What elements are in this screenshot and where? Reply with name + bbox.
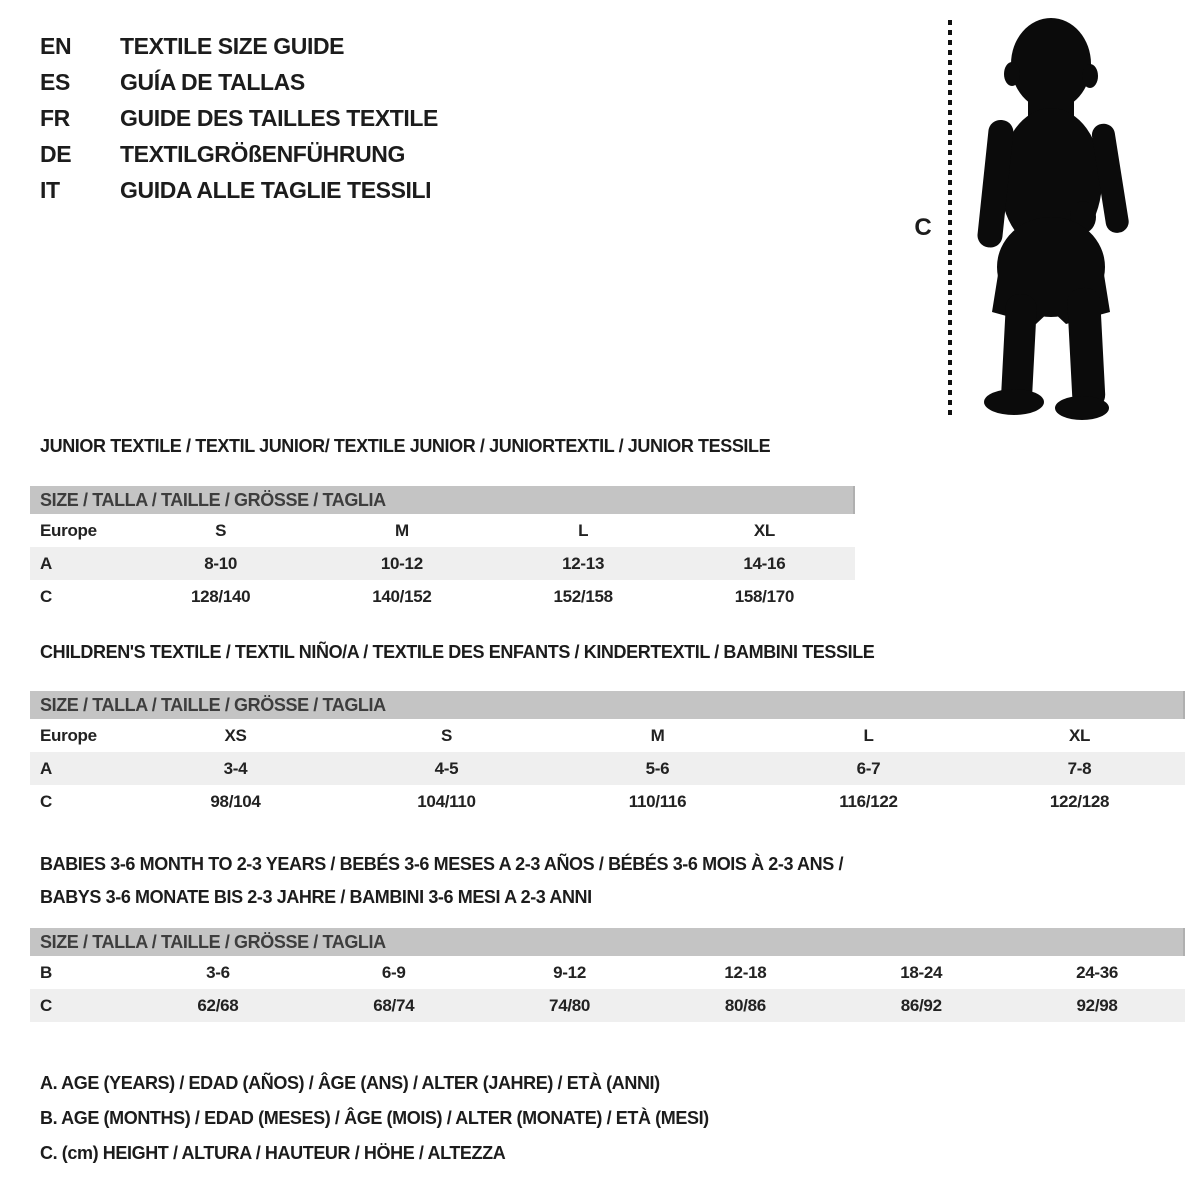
row-label: C (40, 995, 52, 1015)
baby-silhouette-image (962, 12, 1144, 420)
size-table-header: SIZE / TALLA / TAILLE / GRÖSSE / TAGLIA (30, 486, 855, 514)
legend (40, 1066, 709, 1171)
language-code: EN (40, 32, 72, 59)
size-cell: S (440, 725, 453, 745)
height-cell: 68/74 (373, 995, 415, 1015)
language-guide-title: TEXTILGRÖßENFÜHRUNG (120, 140, 405, 167)
children-section-title: CHILDREN'S TEXTILE / TEXTIL NIÑO/A / TEXTILE DES ENFANTS / KINDERTEXTIL / BAMBINI TESSILE (40, 642, 875, 662)
language-title-list (40, 28, 438, 208)
size-cell: XS (224, 725, 247, 745)
junior-size-table (30, 486, 855, 613)
height-cell: 98/104 (210, 791, 261, 811)
table-row (30, 514, 855, 547)
size-table-header: SIZE / TALLA / TAILLE / GRÖSSE / TAGLIA (30, 928, 1185, 956)
size-cell: XL (1068, 725, 1091, 745)
size-cell: L (863, 725, 874, 745)
children-size-table (30, 691, 1185, 818)
height-cell: 122/128 (1049, 791, 1110, 811)
age-cell: 3-4 (223, 758, 248, 778)
size-cell: L (578, 520, 589, 540)
months-cell: 12-18 (724, 962, 767, 982)
height-cell: 92/98 (1076, 995, 1118, 1015)
age-cell: 4-5 (434, 758, 459, 778)
height-cell: 74/80 (549, 995, 591, 1015)
height-cell: 104/110 (417, 791, 476, 811)
row-label: Europe (40, 725, 97, 745)
language-row (40, 28, 438, 64)
table-row (30, 547, 855, 580)
age-cell: 5-6 (645, 758, 670, 778)
row-label: C (40, 586, 52, 606)
language-code: DE (40, 140, 72, 167)
babies-size-table (30, 928, 1185, 1022)
table-row (30, 785, 1185, 818)
size-cell: XL (753, 520, 775, 540)
babies-title-line1: BABIES 3-6 MONTH TO 2-3 YEARS / BEBÉS 3-6 MESES A 2-3 AÑOS / BÉBÉS 3-6 MOIS À 2-3 ANS / (40, 854, 844, 874)
age-cell: 6-7 (856, 758, 881, 778)
months-cell: 24-36 (1076, 962, 1119, 982)
age-cell: 8-10 (204, 553, 238, 573)
months-cell: 18-24 (900, 962, 943, 982)
height-cell: 116/122 (839, 791, 898, 811)
size-cell: M (394, 520, 409, 540)
table-row (30, 956, 1185, 989)
language-guide-title: GUÍA DE TALLAS (120, 68, 305, 95)
table-row (30, 752, 1185, 785)
language-guide-title: GUIDA ALLE TAGLIE TESSILI (120, 176, 432, 203)
row-label: B (40, 962, 52, 982)
age-cell: 12-13 (562, 553, 605, 573)
language-row (40, 64, 438, 100)
size-cell: S (215, 520, 227, 540)
size-cell: M (650, 725, 665, 745)
babies-section-title (40, 848, 843, 914)
height-measure-label: C (914, 214, 932, 241)
height-cell: 86/92 (900, 995, 942, 1015)
height-cell: 110/116 (628, 791, 687, 811)
language-code: ES (40, 68, 70, 95)
months-cell: 6-9 (381, 962, 406, 982)
height-cell: 80/86 (724, 995, 766, 1015)
row-label: Europe (40, 520, 97, 540)
age-cell: 7-8 (1067, 758, 1092, 778)
height-cell: 62/68 (197, 995, 239, 1015)
months-cell: 9-12 (553, 962, 586, 982)
row-label: C (40, 791, 52, 811)
language-code: FR (40, 104, 70, 131)
months-cell: 3-6 (206, 962, 230, 982)
age-cell: 10-12 (380, 553, 423, 573)
table-row (30, 989, 1185, 1022)
legend-line-age-years: A. AGE (YEARS) / EDAD (AÑOS) / ÂGE (ANS) / ALTER (JAHRE) / ETÀ (ANNI) (40, 1073, 660, 1093)
row-label: A (40, 553, 52, 573)
language-code: IT (40, 176, 60, 203)
junior-section-title: JUNIOR TEXTILE / TEXTIL JUNIOR/ TEXTILE JUNIOR / JUNIORTEXTIL / JUNIOR TESSILE (40, 436, 771, 456)
table-row (30, 580, 855, 613)
height-cell: 152/158 (553, 586, 613, 606)
size-table-header: SIZE / TALLA / TAILLE / GRÖSSE / TAGLIA (30, 691, 1185, 719)
language-row (40, 100, 438, 136)
table-row (30, 719, 1185, 752)
legend-line-age-months: B. AGE (MONTHS) / EDAD (MESES) / ÂGE (MOIS) / ALTER (MONATE) / ETÀ (MESI) (40, 1108, 709, 1128)
age-cell: 14-16 (743, 553, 786, 573)
row-label: A (40, 758, 52, 778)
height-cell: 140/152 (372, 586, 432, 606)
language-row (40, 136, 438, 172)
legend-line-height-cm: C. (cm) HEIGHT / ALTURA / HAUTEUR / HÖHE / ALTEZZA (40, 1143, 506, 1163)
height-cell: 128/140 (190, 586, 251, 606)
language-guide-title: GUIDE DES TAILLES TEXTILE (120, 104, 438, 131)
height-measure-dotted-line (948, 20, 952, 416)
language-row (40, 172, 438, 208)
babies-title-line2: BABYS 3-6 MONATE BIS 2-3 JAHRE / BAMBINI 3-6 MESI A 2-3 ANNI (40, 887, 592, 907)
language-guide-title: TEXTILE SIZE GUIDE (120, 32, 345, 59)
height-cell: 158/170 (734, 586, 795, 606)
